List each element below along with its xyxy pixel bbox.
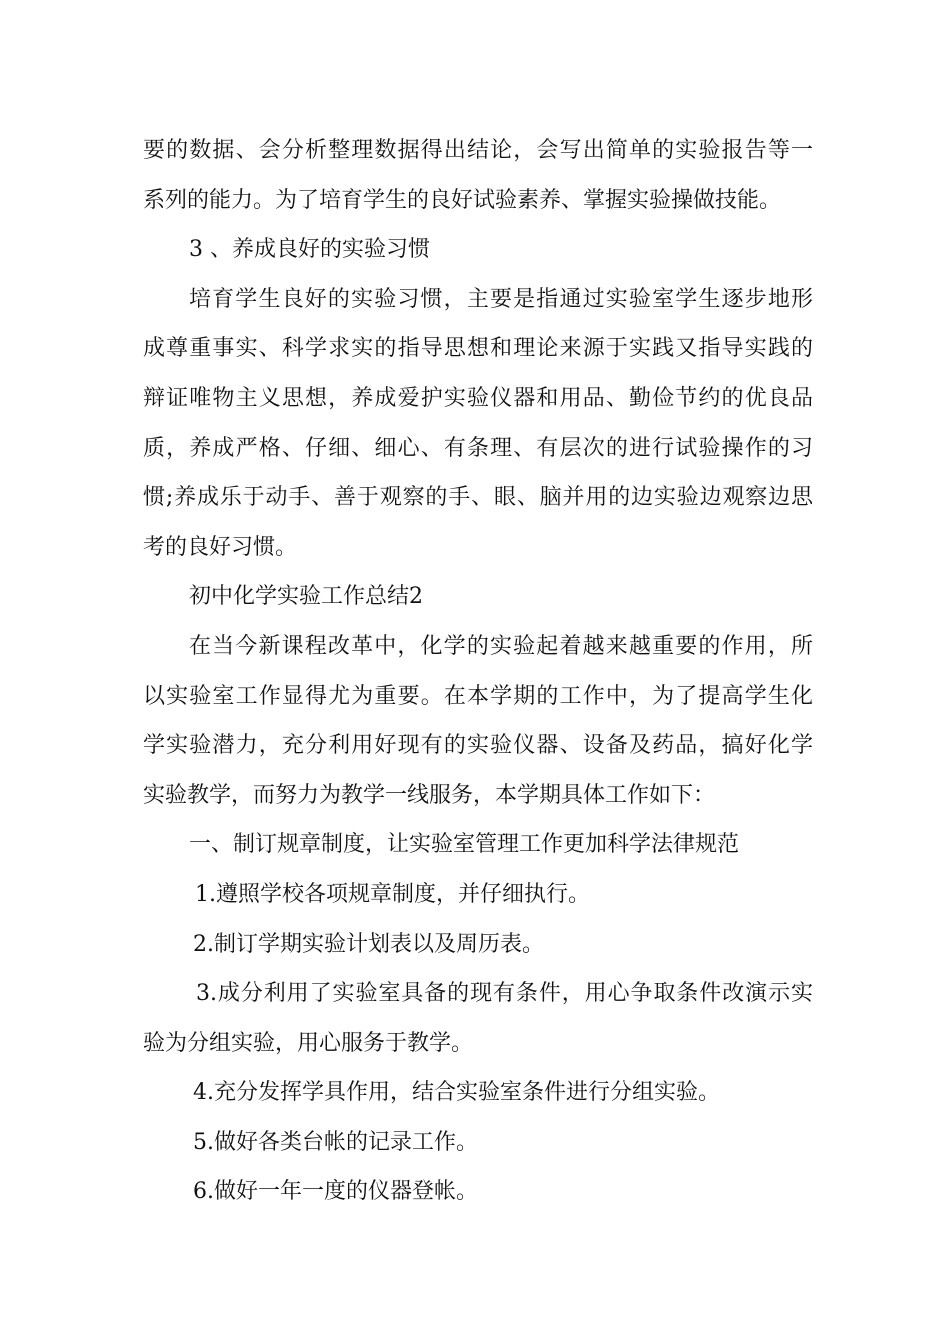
list-item: 2.制订学期实验计划表以及周历表。 <box>193 931 544 957</box>
text-line: 考的良好习惯。 <box>143 534 298 560</box>
section-heading: 3 、养成良好的实验习惯 <box>189 237 430 263</box>
text-line: 要的数据、会分析整理数据得出结论，会写出简单的实验报告等一 <box>143 138 813 163</box>
text-line: 成尊重事实、科学求实的指导思想和理论来源于实践又指导实践的 <box>143 336 813 362</box>
section-heading: 一、制订规章制度，让实验室管理工作更加科学法律规范 <box>189 832 740 858</box>
text-line: 培育学生良好的实验习惯，主要是指通过实验室学生逐步地形 <box>189 286 813 312</box>
document-title: 初中化学实验工作总结2 <box>189 584 423 610</box>
list-item: 5.做好各类台帐的记录工作。 <box>193 1129 478 1155</box>
list-item-continuation: 验为分组实验，用心服务于教学。 <box>143 1030 474 1056</box>
text-line: 辩证唯物主义思想，养成爱护实验仪器和用品、勤俭节约的优良品 <box>143 385 813 411</box>
text-line: 以实验室工作显得尤为重要。在本学期的工作中，为了提高学生化 <box>143 683 813 709</box>
text-line: 系列的能力。为了培育学生的良好试验素养、掌握实验操做技能。 <box>143 187 782 213</box>
list-item: 3.成分利用了实验室具备的现有条件，用心争取条件改演示实 <box>196 981 813 1007</box>
text-line: 惯;养成乐于动手、善于观察的手、眼、脑并用的边实验边观察边思 <box>143 485 813 511</box>
list-item: 6.做好一年一度的仪器登帐。 <box>193 1179 478 1205</box>
text-line: 学实验潜力，充分利用好现有的实验仪器、设备及药品，搞好化学 <box>143 733 813 759</box>
list-item: 4.充分发挥学具作用，结合实验室条件进行分组实验。 <box>193 1080 720 1106</box>
text-line: 实验教学，而努力为教学一线服务，本学期具体工作如下： <box>143 782 716 808</box>
text-line: 在当今新课程改革中，化学的实验起着越来越重要的作用，所 <box>189 633 813 659</box>
text-line: 质，养成严格、仔细、细心、有条理、有层次的进行试验操作的习 <box>143 435 813 461</box>
list-item: 1.遵照学校各项规章制度，并仔细执行。 <box>195 881 590 907</box>
document-body <box>143 126 813 1217</box>
